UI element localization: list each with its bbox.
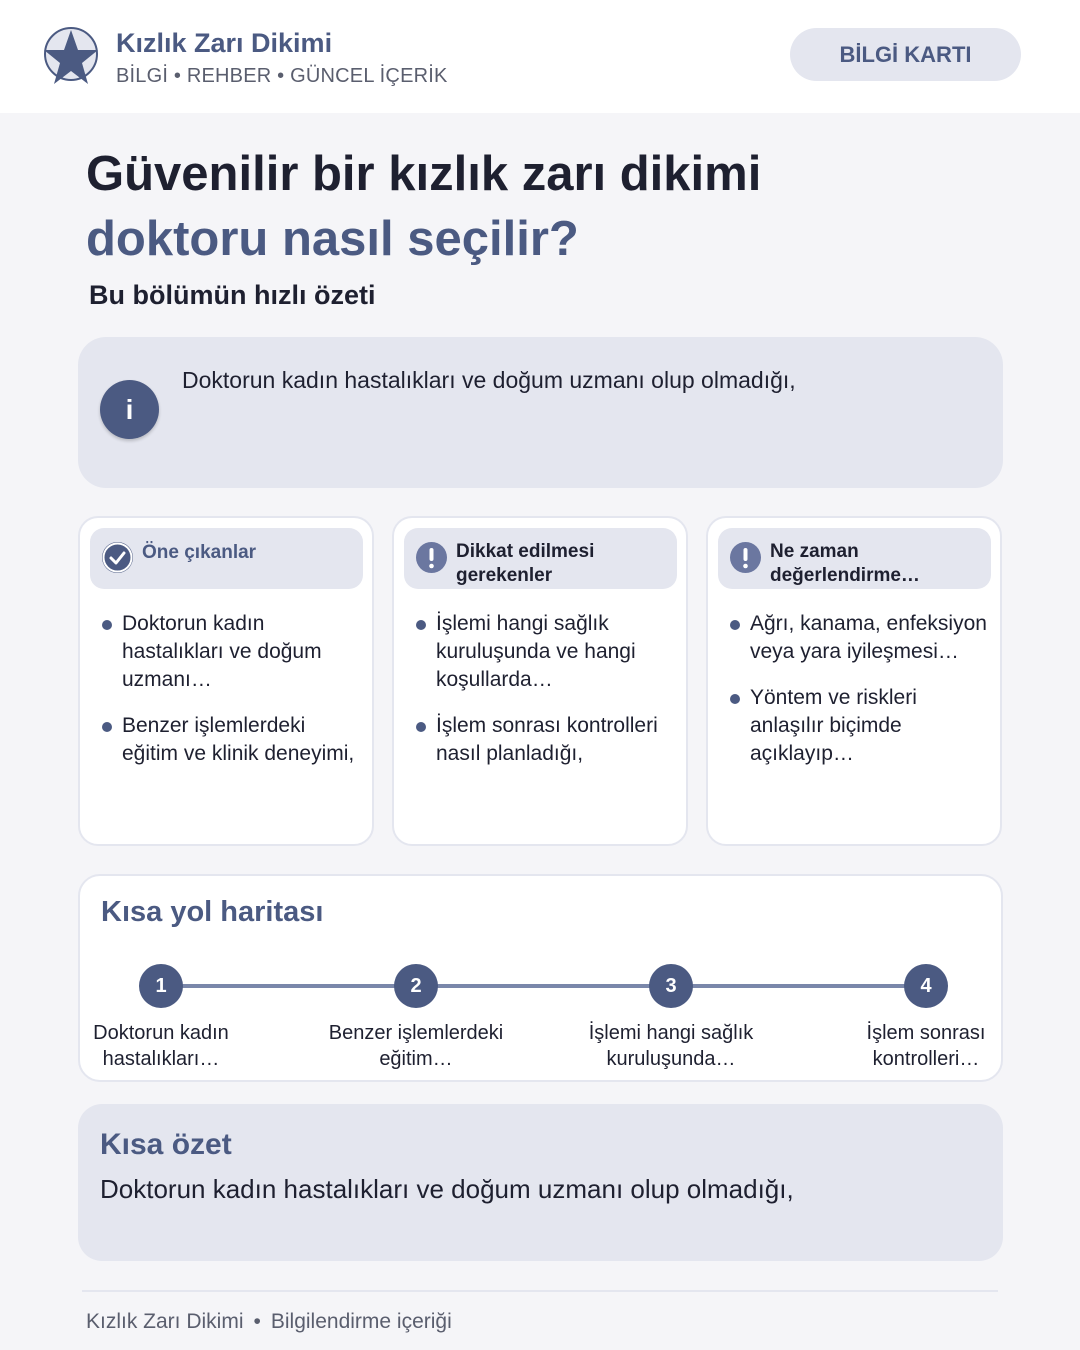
list-item: Yöntem ve riskleri anlaşılır biçimde açıklayıp… bbox=[730, 684, 992, 768]
summary-title: Kısa özet bbox=[100, 1128, 232, 1161]
step-number: 4 bbox=[904, 964, 948, 1008]
section-subtitle: Bu bölümün hızlı özeti bbox=[89, 280, 376, 310]
list-item: İşlemi hangi sağlık kuruluşunda ve hangi koşullarda… bbox=[416, 610, 678, 694]
footer-text: Bilgilendirme içeriği bbox=[270, 1310, 452, 1333]
card-header bbox=[404, 528, 677, 589]
card-list bbox=[102, 610, 364, 786]
card-header bbox=[718, 528, 991, 589]
list-item: İşlem sonrası kontrolleri nasıl planladığı, bbox=[416, 712, 678, 768]
info-box bbox=[78, 337, 1003, 488]
card-title: Dikkat edilmesi gerekenler bbox=[456, 541, 595, 586]
footer bbox=[86, 1310, 452, 1334]
roadmap-title: Kısa yol haritası bbox=[101, 896, 324, 928]
step-number: 3 bbox=[649, 964, 693, 1008]
info-icon: i bbox=[100, 380, 159, 439]
footer-divider bbox=[82, 1290, 998, 1292]
site-tagline: BİLGİ • REHBER • GÜNCEL İÇERİK bbox=[116, 65, 448, 87]
cautions-card bbox=[392, 516, 688, 846]
footer-separator: • bbox=[253, 1310, 261, 1333]
card-list bbox=[416, 610, 678, 786]
list-item: Ağrı, kanama, enfeksiyon veya yara iyileşmesi… bbox=[730, 610, 992, 666]
card-title: Ne zaman değerlendirme… bbox=[770, 541, 920, 586]
page-title-line-2: doktoru nasıl seçilir? bbox=[86, 212, 579, 266]
check-icon bbox=[102, 542, 133, 573]
step-label: Benzer işlemlerdeki eğitim… bbox=[328, 1022, 504, 1070]
when-to-evaluate-card bbox=[706, 516, 1002, 846]
summary-text: Doktorun kadın hastalıkları ve doğum uzmanı olup olmadığı, bbox=[100, 1174, 794, 1204]
summary-panel bbox=[78, 1104, 1003, 1261]
exclamation-icon bbox=[730, 542, 761, 573]
info-text: Doktorun kadın hastalıkları ve doğum uzmanı olup olmadığı, bbox=[182, 367, 796, 393]
step-number: 2 bbox=[394, 964, 438, 1008]
star-icon bbox=[42, 26, 100, 88]
roadmap-panel bbox=[78, 874, 1003, 1082]
list-item: Benzer işlemlerdeki eğitim ve klinik deneyimi, bbox=[102, 712, 364, 768]
roadmap-line bbox=[161, 984, 926, 988]
step-label: İşlemi hangi sağlık kuruluşunda… bbox=[588, 1022, 754, 1070]
footer-brand: Kızlık Zarı Dikimi bbox=[86, 1310, 244, 1333]
card-list bbox=[730, 610, 992, 786]
card-header bbox=[90, 528, 363, 589]
list-item: Doktorun kadın hastalıkları ve doğum uzmanı… bbox=[102, 610, 364, 694]
highlights-card bbox=[78, 516, 374, 846]
page-title-line-1: Güvenilir bir kızlık zarı dikimi bbox=[86, 147, 762, 201]
info-card-badge[interactable]: BİLGİ KARTI bbox=[790, 28, 1021, 81]
header bbox=[0, 0, 1080, 113]
step-label: İşlem sonrası kontrolleri… bbox=[866, 1022, 986, 1070]
step-label: Doktorun kadın hastalıkları… bbox=[93, 1022, 229, 1070]
card-title: Öne çıkanlar bbox=[142, 542, 257, 563]
site-title: Kızlık Zarı Dikimi bbox=[116, 28, 333, 58]
exclamation-icon bbox=[416, 542, 447, 573]
step-number: 1 bbox=[139, 964, 183, 1008]
